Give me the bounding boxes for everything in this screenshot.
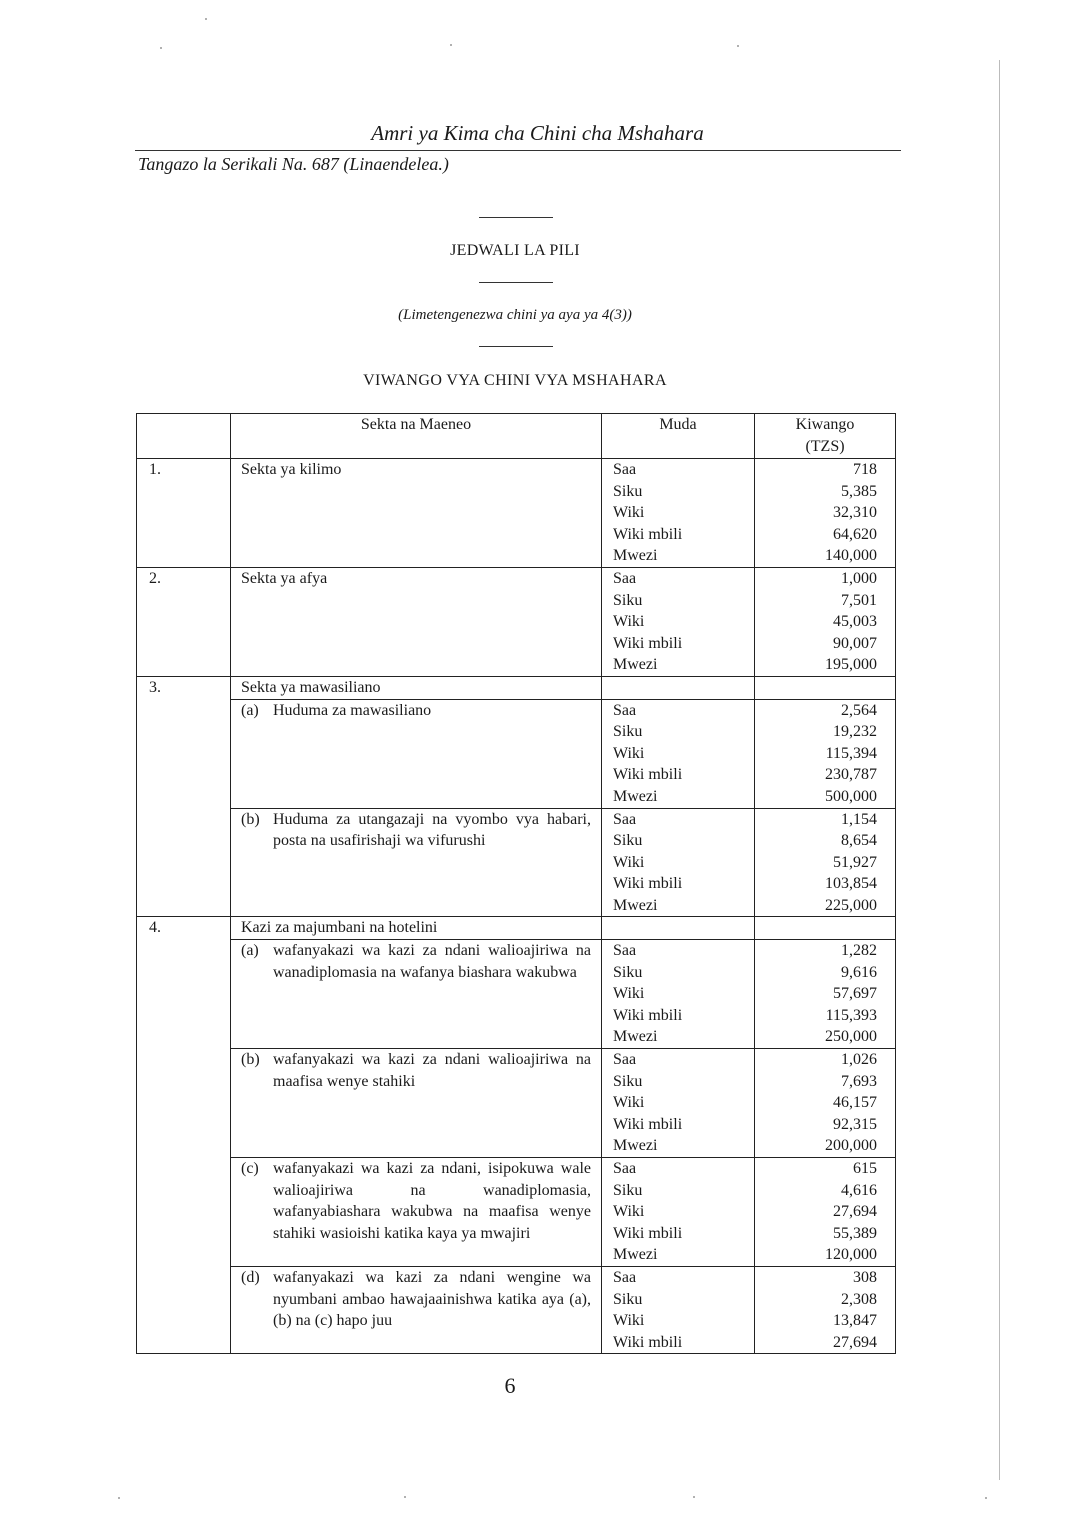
sector-cell [231,808,602,917]
rate-value: 1,000 [841,569,877,587]
gazette-notice-line: Tangazo la Serikali Na. 687 (Linaendelea.) [138,154,449,174]
scan-speck [404,1496,406,1498]
page-number: 6 [504,1373,516,1398]
rate-value: 90,007 [833,634,877,652]
rate-value: 115,394 [825,744,877,762]
rate-cell [755,917,896,940]
rate-value: 1,282 [841,942,877,960]
scan-speck [205,18,207,20]
rate-value: 7,501 [841,591,877,609]
period-label: Siku [613,723,643,741]
rate-value: 4,616 [841,1181,877,1199]
period-label: Wiki [613,1094,645,1112]
scan-speck [118,1497,120,1499]
period-cell [602,917,755,940]
table-row [137,1049,896,1158]
sub-sector-item [241,1267,591,1332]
scan-speck [737,45,739,47]
rate-cell [755,808,896,917]
rate-value: 225,000 [825,896,877,914]
rate-value: 5,385 [841,482,877,500]
period-label: Mwezi [613,656,658,674]
sector-cell [231,1266,602,1353]
table-row [137,940,896,1049]
period-label: Wiki mbili [613,1006,683,1024]
period-label: Wiki mbili [613,1333,683,1351]
rate-value: 9,616 [841,963,877,981]
table-row [137,1158,896,1267]
header-rate: Kiwango (TZS) [755,414,896,459]
sub-sector-label: (c) [241,1160,259,1177]
rate-value: 120,000 [825,1246,877,1264]
period-label: Wiki mbili [613,634,683,652]
sub-sector-item [241,940,591,983]
rate-cell [755,676,896,699]
period-label: Wiki [613,504,645,522]
period-label: Wiki [613,1203,645,1221]
period-label: Siku [613,1290,643,1308]
rate-value: 308 [853,1268,877,1286]
sector-name: Kazi za majumbani na hotelini [241,919,438,937]
period-label: Wiki mbili [613,766,683,784]
period-label: Siku [613,482,643,500]
rate-cell [755,940,896,1049]
table-row [137,699,896,808]
sector-name: Sekta ya kilimo [241,461,342,478]
rate-value: 64,620 [833,525,877,543]
rate-value: 46,157 [833,1094,877,1112]
sector-cell [231,1158,602,1267]
period-label: Mwezi [613,547,658,565]
header-number [137,414,231,459]
period-label: Saa [613,942,637,960]
period-cell [602,459,755,568]
scan-speck [985,1497,987,1499]
schedule-subtitle: (Limetengenezwa chini ya aya ya 4(3)) [398,307,632,323]
rate-cell [755,1158,896,1267]
rate-value: 250,000 [825,1028,877,1046]
period-label: Wiki mbili [613,1115,683,1133]
sub-sector-text: wafanyakazi wa kazi za ndani walioajiriwa na maafisa wenye stahiki [273,1051,591,1090]
period-label: Saa [613,1160,637,1177]
period-label: Wiki [613,744,645,762]
rate-value: 55,389 [833,1224,877,1242]
rate-cell [755,699,896,808]
period-label: Wiki mbili [613,1224,683,1242]
period-label: Saa [613,1051,637,1069]
rate-value: 19,232 [833,723,877,741]
period-label: Siku [613,591,643,609]
sector-cell [231,676,602,699]
period-cell [602,676,755,699]
period-label: Saa [613,701,637,719]
sector-cell [231,699,602,808]
period-cell [602,567,755,676]
sub-sector-label: (a) [241,942,259,960]
rate-value: 615 [853,1160,877,1177]
period-cell [602,808,755,917]
sector-cell [231,940,602,1049]
period-label: Wiki mbili [613,525,683,543]
period-label: Saa [613,461,637,478]
period-cell [602,699,755,808]
header-period: Muda [602,414,755,459]
table-row [137,459,896,568]
sector-cell [231,459,602,568]
sector-cell [231,567,602,676]
period-label: Siku [613,832,643,850]
sector-cell [231,1049,602,1158]
rate-value: 45,003 [833,613,877,631]
rate-value: 51,927 [833,853,877,871]
row-number: 4. [137,917,231,1354]
table-title: VIWANGO VYA CHINI VYA MSHAHARA [363,372,667,389]
sub-sector-label: (d) [241,1268,260,1286]
rate-cell [755,1266,896,1353]
sector-cell [231,917,602,940]
rate-cell [755,1049,896,1158]
period-label: Mwezi [613,1137,658,1155]
rate-value: 140,000 [825,547,877,565]
scan-speck [693,1496,695,1498]
period-label: Wiki mbili [613,875,683,893]
sub-sector-item [241,809,591,852]
rate-value: 500,000 [825,787,877,805]
period-label: Saa [613,1268,637,1286]
period-cell [602,1049,755,1158]
period-label: Wiki [613,613,645,631]
table-header-row [137,414,896,459]
sub-sector-item [241,1158,591,1244]
rate-cell [755,567,896,676]
sub-sector-label: (b) [241,1051,260,1069]
period-label: Siku [613,1181,643,1199]
sector-name: Sekta ya mawasiliano [241,678,381,696]
period-label: Wiki [613,985,645,1003]
sub-sector-label: (b) [241,810,260,828]
table-row [137,676,896,699]
rate-value: 92,315 [833,1115,877,1133]
short-divider [479,217,553,218]
period-label: Mwezi [613,1246,658,1264]
period-label: Mwezi [613,896,658,914]
sub-sector-text: wafanyakazi wa kazi za ndani, isipokuwa wale walioajiriwa na wanadiplomasia, wafanyabiashara wakubwa na maafisa wenye stahiki wasioishi katika kaya ya mwajiri [273,1160,591,1242]
table-row [137,567,896,676]
rate-value: 7,693 [841,1072,877,1090]
sub-sector-text: wafanyakazi wa kazi za ndani walioajiriwa na wanadiplomasia na wafanya biashara wakubwa [273,942,591,981]
sub-sector-item [241,1049,591,1092]
scan-speck [160,47,162,49]
rate-value: 2,308 [841,1290,877,1308]
row-number: 1. [137,459,231,568]
rate-value: 27,694 [833,1203,877,1221]
sub-sector-item [241,700,591,722]
rate-value: 32,310 [833,504,877,522]
header-divider [135,150,901,151]
rate-value: 8,654 [841,832,877,850]
rate-value: 57,697 [833,985,877,1003]
period-label: Saa [613,569,637,587]
sector-name: Sekta ya afya [241,569,328,587]
short-divider [479,282,553,283]
period-label: Wiki [613,1312,645,1330]
rate-value: 230,787 [825,766,877,784]
period-cell [602,940,755,1049]
rate-value: 103,854 [825,875,877,893]
sub-sector-text: Huduma za utangazaji na vyombo vya habari, posta na usafirishaji wa vifurushi [273,810,591,850]
header-sector: Sekta na Maeneo [231,414,602,459]
scan-speck [450,44,452,46]
rate-value: 195,000 [825,656,877,674]
rate-value: 718 [853,461,877,478]
period-label: Wiki [613,853,645,871]
table-row [137,1266,896,1353]
row-number: 2. [137,567,231,676]
rate-value: 2,564 [841,701,877,719]
row-number: 3. [137,676,231,917]
rate-value: 115,393 [825,1006,877,1024]
short-divider [479,346,553,347]
running-title: Amri ya Kima cha Chini cha Mshahara [371,121,704,145]
rate-value: 200,000 [825,1137,877,1155]
period-cell [602,1266,755,1353]
period-label: Mwezi [613,787,658,805]
period-cell [602,1158,755,1267]
minimum-wage-table [136,413,896,1354]
table-row [137,808,896,917]
sub-sector-text: Huduma za mawasiliano [273,701,432,719]
rate-value: 1,026 [841,1051,877,1069]
rate-cell [755,459,896,568]
schedule-title: JEDWALI LA PILI [450,242,580,259]
period-label: Siku [613,963,643,981]
period-label: Siku [613,1072,643,1090]
period-label: Mwezi [613,1028,658,1046]
sub-sector-label: (a) [241,701,259,719]
rate-value: 1,154 [841,810,877,828]
rate-value: 27,694 [833,1333,877,1351]
period-label: Saa [613,810,637,828]
scan-edge-line [999,60,1000,1480]
sub-sector-text: wafanyakazi wa kazi za ndani wengine wa nyumbani ambao hawajaainishwa katika aya (a), (b) na (c) hapo juu [273,1268,591,1330]
rate-value: 13,847 [833,1312,877,1330]
table-row [137,917,896,940]
